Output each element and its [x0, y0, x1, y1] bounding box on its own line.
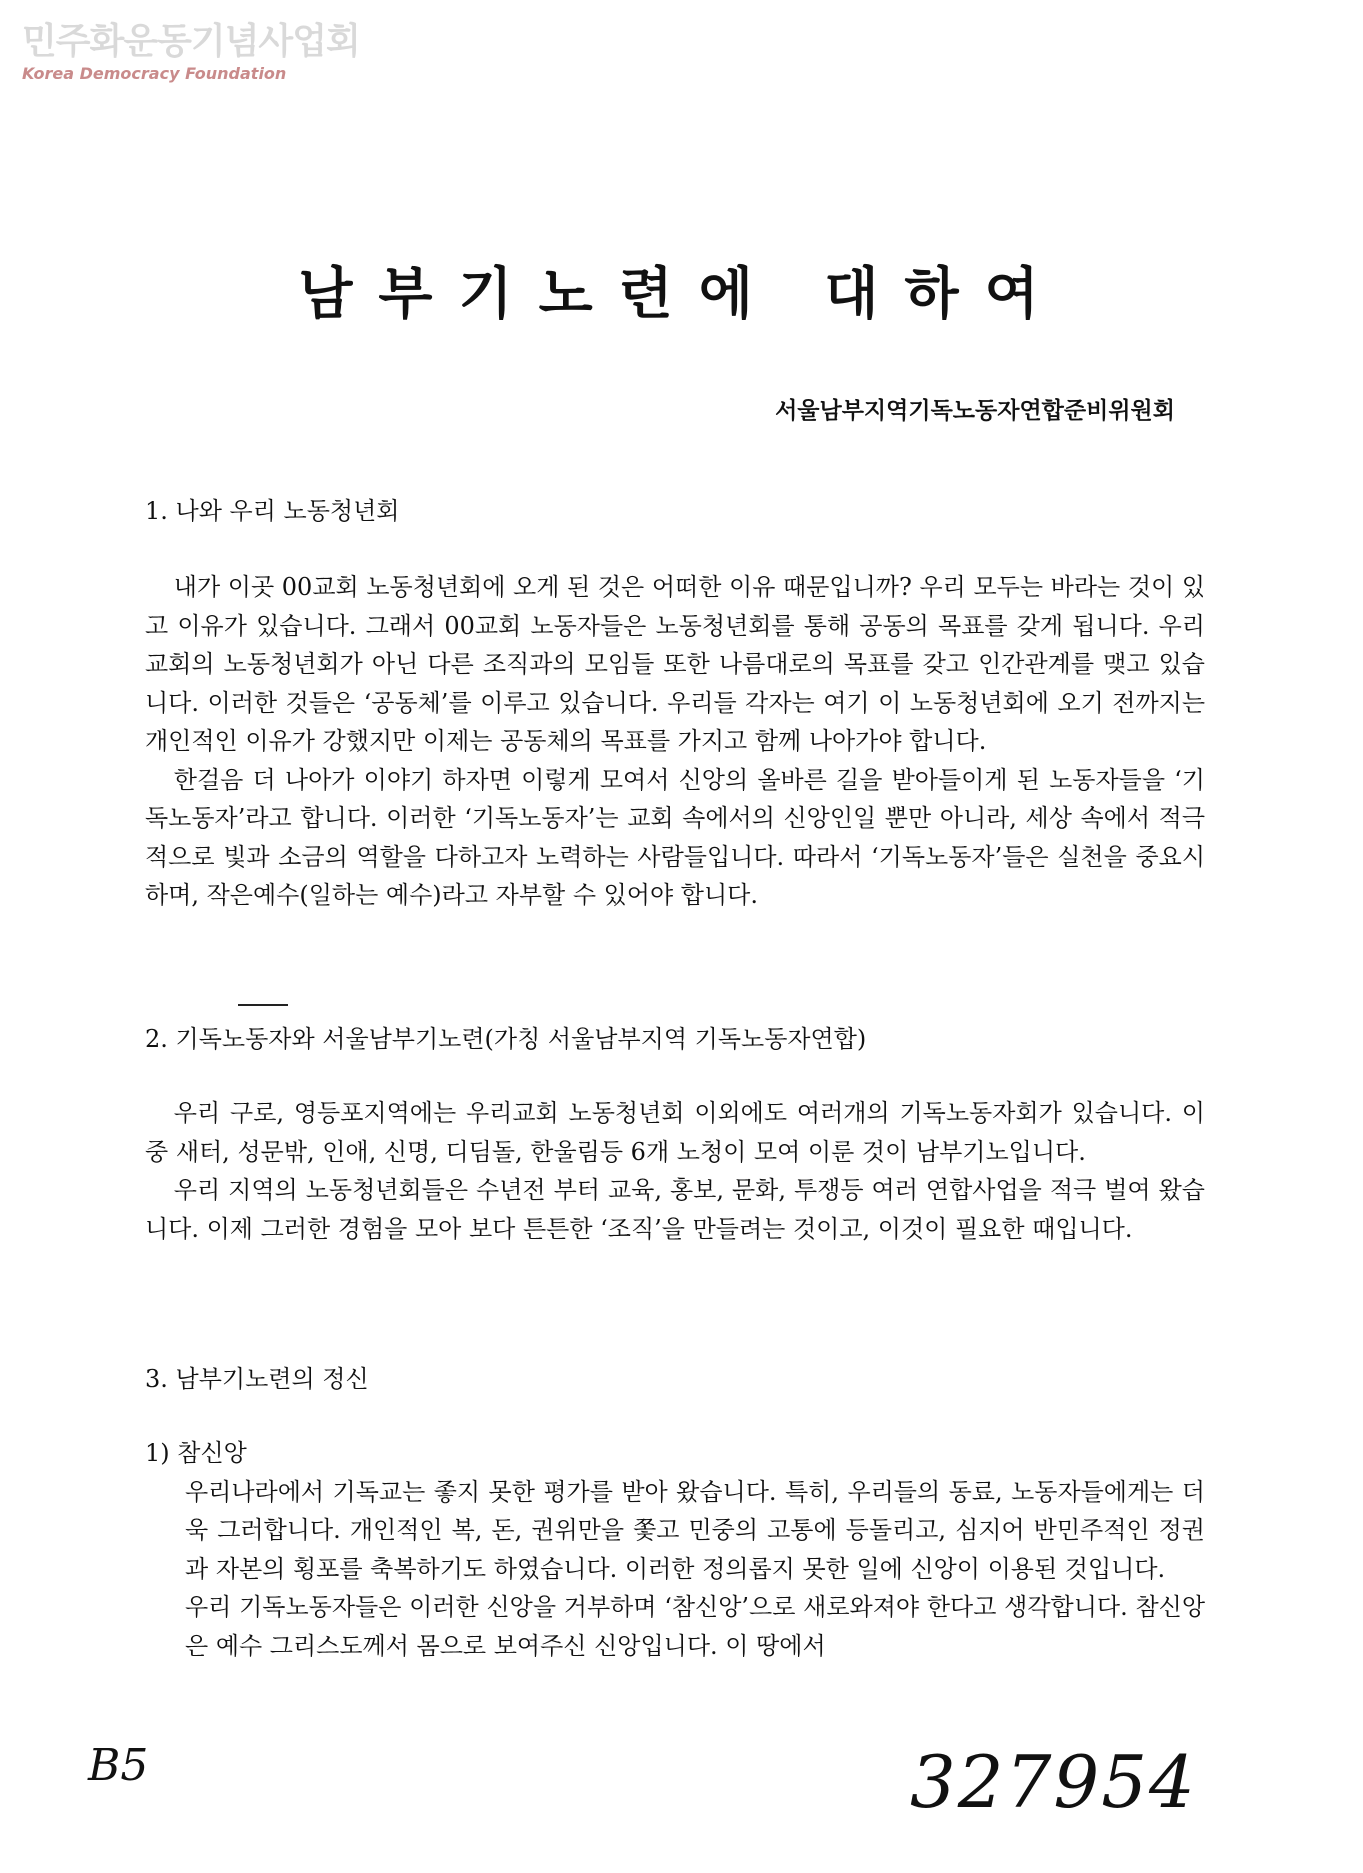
section-2-paragraph: 우리 지역의 노동청년회들은 수년전 부터 교육, 홍보, 문화, 투쟁등 여러 연합사업을 적극 벌여 왔습니다. 이제 그러한 경험을 모아 보다 튼튼한 ‘조직’을 만들려는 것이고, 이것이 필요한 때입니다. — [145, 1176, 1205, 1243]
handwritten-page-mark: B5 — [88, 1740, 149, 1791]
organization-name: 서울남부지역기독노동자연합준비위원회 — [775, 398, 1175, 424]
subsection-paragraph: 우리 기독노동자들은 이러한 신앙을 거부하며 ‘참신앙’으로 새로와져야 한다고 생각합니다. 참신앙은 예수 그리스도께서 몸으로 보여주신 신앙입니다. 이 땅에서 — [185, 1593, 1205, 1660]
section-3-heading: 3. 남부기노련의 정신 — [145, 1365, 369, 1393]
scan-mark-line — [238, 1004, 288, 1006]
section-1-paragraph: 내가 이곳 00교회 노동청년회에 오게 된 것은 어떠한 이유 때문입니까? 우리 모두는 바라는 것이 있고 이유가 있습니다. 그래서 00교회 노동자들은 노동청년회를 통해 공동의 목표를 갖게 됩니다. 우리교회의 노동청년회가 아닌 다른 조직과의 모임들 또한 나름대로의 목표를 갖고 인간관계를 맺고 있습니다. 이러한 것들은 ‘공동체’를 이루고 있습니다. 우리들 각자는 여기 이 노동청년회에 오기 전까지는 개인적인 이유가 강했지만 이제는 공동체의 목표를 가지고 함께 나아가야 합니다. — [145, 573, 1205, 755]
section-1-paragraph: 한걸음 더 나아가 이야기 하자면 이렇게 모여서 신앙의 올바른 길을 받아들이게 된 노동자들을 ‘기독노동자’라고 합니다. 이러한 ‘기독노동자’는 교회 속에서의 신앙인일 뿐만 아니라, 세상 속에서 적극적으로 빛과 소금의 역할을 다하고자 노력하는 사람들입니다. 따라서 ‘기독노동자’들은 실천을 중요시하며, 작은예수(일하는 예수)라고 자부할 수 있어야 합니다. — [145, 765, 1205, 909]
section-1-body — [145, 568, 1205, 915]
section-3-sub1 — [145, 1434, 1205, 1665]
subsection-body — [145, 1473, 1205, 1666]
section-2 — [145, 1020, 1205, 1059]
subsection-heading: 1) 참신앙 — [145, 1439, 247, 1467]
subsection-paragraph: 우리나라에서 기독교는 좋지 못한 평가를 받아 왔습니다. 특히, 우리들의 동료, 노동자들에게는 더욱 그러합니다. 개인적인 복, 돈, 권위만을 쫓고 민중의 고통에 등돌리고, 심지어 반민주적인 정권과 자본의 횡포를 축복하기도 하였습니다. 이러한 정의롭지 못한 일에 신앙이 이용된 것입니다. — [185, 1477, 1205, 1583]
watermark-name-kr: 민주화운동기념사업회 — [22, 21, 360, 62]
section-2-body — [145, 1094, 1205, 1248]
watermark-name-en: Korea Democracy Foundation — [22, 64, 287, 83]
section-3 — [145, 1360, 1205, 1399]
section-1 — [145, 492, 1205, 531]
section-2-paragraph: 우리 구로, 영등포지역에는 우리교회 노동청년회 이외에도 여러개의 기독노동자회가 있습니다. 이 중 새터, 성문밖, 인애, 신명, 디딤돌, 한울림등 6개 노청이 모여 이룬 것이 남부기노입니다. — [145, 1099, 1205, 1166]
handwritten-archive-number: 327954 — [910, 1740, 1197, 1824]
document-title: 남부기노련에 대하여 — [298, 262, 1065, 327]
section-2-heading: 2. 기독노동자와 서울남부기노련(가칭 서울남부지역 기독노동자연합) — [145, 1025, 867, 1053]
section-1-heading: 1. 나와 우리 노동청년회 — [145, 497, 400, 525]
watermark-logo — [22, 22, 360, 83]
